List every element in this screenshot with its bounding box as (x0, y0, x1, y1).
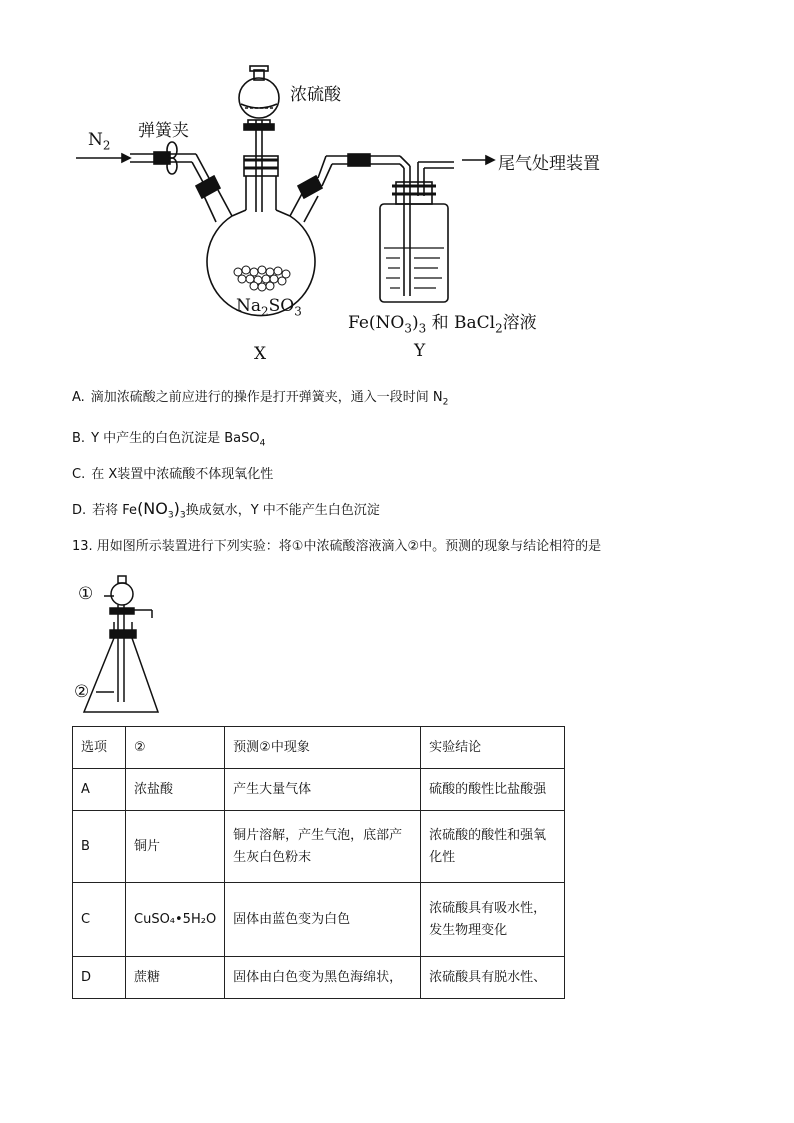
option-b: B. Y 中产生的白色沉淀是 BaSO$_4$ (72, 431, 266, 449)
option-a: A. 滴加浓硫酸之前应进行的操作是打开弹簧夹，通入一段时间 $N_2$ (72, 390, 449, 408)
cell-conclusion: 浓硫酸具有脱水性、 (421, 957, 565, 999)
cell-conclusion: 浓硫酸具有吸水性，发生物理变化 (421, 883, 565, 957)
table-row (73, 769, 565, 811)
cell-option: B (73, 811, 126, 883)
option-d: D. 若将 $Fe(NO_3)_3$换成氨水，Y 中不能产生白色沉淀 (72, 499, 380, 521)
header-item: ② (126, 727, 225, 769)
table-row (73, 957, 565, 999)
cell-phenomenon: 铜片溶解，产生气泡，底部产生灰白色粉末 (225, 811, 421, 883)
cell-phenomenon: 产生大量气体 (225, 769, 421, 811)
exhaust-label: 尾气处理装置 (498, 154, 600, 174)
cell-item: CuSO₄•5H₂O (126, 883, 225, 957)
options-table (72, 726, 565, 999)
n2-label: $N_2$ (88, 130, 111, 153)
cell-phenomenon: 固体由白色变为黑色海绵状， (225, 957, 421, 999)
x-label: X (254, 344, 267, 364)
na2so3-label: $Na_2SO_3$ (236, 296, 302, 319)
table-header-row (73, 727, 565, 769)
header-phenomenon: 预测②中现象 (225, 727, 421, 769)
cell-item: 铜片 (126, 811, 225, 883)
label-2: ② (74, 682, 90, 702)
cell-option: C (73, 883, 126, 957)
cell-phenomenon: 固体由蓝色变为白色 (225, 883, 421, 957)
table-row (73, 883, 565, 957)
cell-item: 蔗糖 (126, 957, 225, 999)
cell-item: 浓盐酸 (126, 769, 225, 811)
header-option: 选项 (73, 727, 126, 769)
option-c: C. 在 X装置中浓硫酸不体现氧化性 (72, 467, 274, 482)
table-row (73, 811, 565, 883)
y-label: Y (414, 341, 426, 361)
label-1: ① (78, 584, 94, 604)
cell-option: A (73, 769, 126, 811)
acid-label: 浓硫酸 (290, 85, 341, 105)
question-13: 13. 用如图所示装置进行下列实验：将①中浓硫酸溶液滴入②中。预测的现象与结论相符的是 (72, 539, 602, 554)
cell-conclusion: 浓硫酸的酸性和强氧化性 (421, 811, 565, 883)
clamp-label: 弹簧夹 (138, 121, 189, 141)
cell-option: D (73, 957, 126, 999)
header-conclusion: 实验结论 (421, 727, 565, 769)
cell-conclusion: 硫酸的酸性比盐酸强 (421, 769, 565, 811)
solution-label: $Fe(NO_3)_3$ 和 BaCl$_2$溶液 (348, 313, 537, 336)
